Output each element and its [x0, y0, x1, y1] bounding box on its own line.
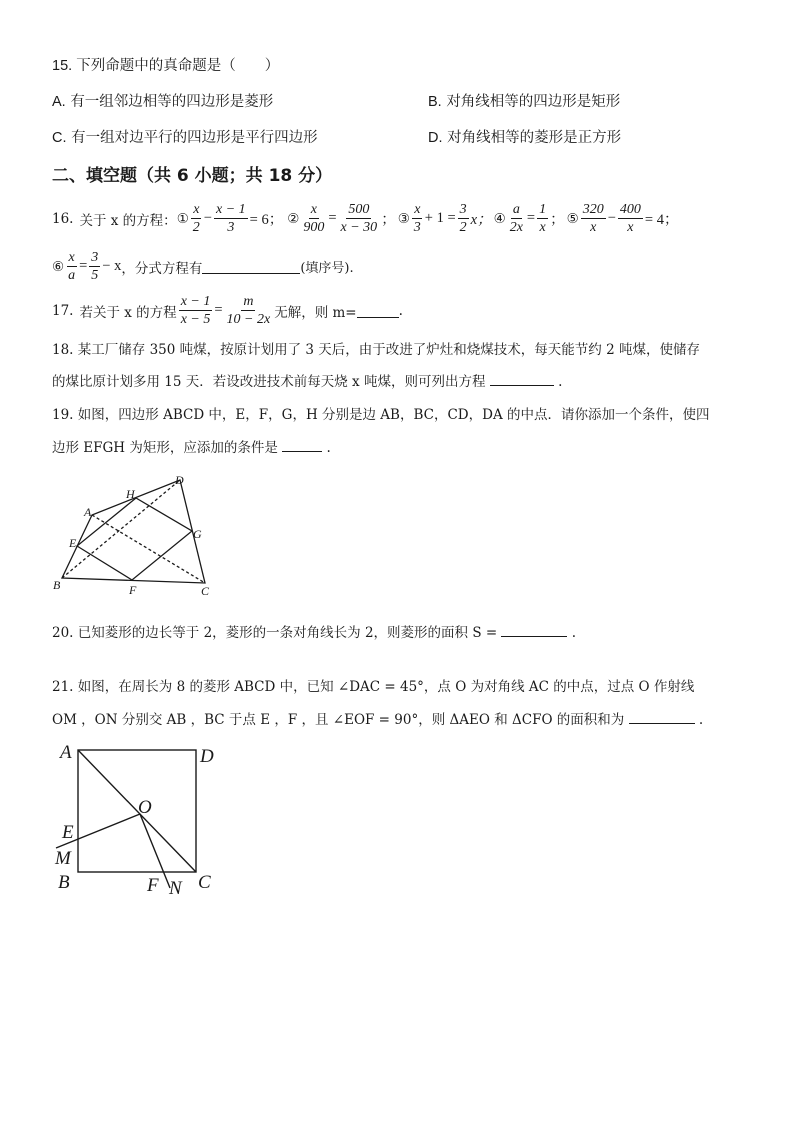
label-C: C	[201, 584, 210, 598]
label-A: A	[60, 742, 72, 763]
q16-line2	[52, 250, 354, 284]
q19-end: .	[326, 440, 331, 456]
eq3-frac1: $\frac{x}{3}$	[413, 202, 421, 236]
q16-answer-blank[interactable]	[202, 259, 300, 274]
label-M: M	[55, 848, 71, 869]
eq1-rhs: = 6；	[249, 212, 284, 229]
eq5-end: = 4；	[644, 212, 679, 229]
q21-square-figure	[50, 738, 230, 898]
q17-number: 17.	[52, 302, 74, 319]
eq4-equals: =	[526, 210, 536, 227]
label-N: N	[169, 878, 182, 898]
q21-answer-blank[interactable]	[629, 709, 695, 724]
q18-text2: 的煤比原计划多用 15 天．若设改进技术前每天烧 x 吨煤，则可列出方程	[52, 374, 486, 390]
eq6-frac2: $\frac{3}{5}$	[91, 250, 99, 284]
option-label: C.	[52, 130, 67, 146]
q16-intro: 关于 x 的方程：	[79, 212, 177, 229]
q16-line1	[52, 202, 678, 236]
q21-number: 21.	[52, 679, 74, 695]
diagonal-ac	[78, 750, 196, 872]
q17-pre: 若关于 x 的方程	[79, 304, 177, 321]
q20-text: 已知菱形的边长等于 2，菱形的一条对角线长为 2，则菱形的面积 S =	[77, 625, 498, 641]
q15-stem: 下列命题中的真命题是（ ）	[76, 58, 280, 74]
q16-number: 16.	[52, 210, 74, 227]
label-B: B	[58, 872, 70, 893]
q17-frac1: $\frac{x - 1}{x - 5}$	[180, 294, 211, 328]
q15-stem-row	[52, 54, 279, 75]
q21-line1	[52, 675, 694, 695]
eq5-frac1: $\frac{320}{x}$	[582, 202, 604, 236]
option-label: A.	[52, 94, 66, 110]
q17-frac2: $\frac{m}{10 - 2x}$	[226, 294, 271, 328]
q20-answer-blank[interactable]	[501, 622, 567, 637]
eq5-mark: ⑤	[566, 210, 579, 227]
option-label: D.	[428, 130, 443, 146]
eq5-minus: −	[607, 210, 616, 227]
q21-line2	[52, 708, 703, 728]
q18-answer-blank[interactable]	[490, 371, 554, 386]
eq1-frac2: $\frac{x - 1}{3}$	[215, 202, 246, 236]
eq2-mark: ②	[287, 210, 300, 227]
label-E: E	[69, 536, 77, 550]
q17-equals: =	[214, 302, 223, 319]
eq6-frac1: $\frac{x}{a}$	[68, 250, 76, 284]
q19-text2: 边形 EFGH 为矩形，应添加的条件是	[52, 440, 278, 456]
q17-post: 无解，则 m=	[274, 304, 357, 321]
q20-number: 20.	[52, 625, 74, 641]
eq2-equals: =	[328, 210, 337, 227]
eq6-end: − x	[102, 258, 122, 275]
q15-number: 15.	[52, 58, 73, 74]
q16-hint: (填序号).	[300, 261, 354, 277]
eq4-frac2: $\frac{1}{x}$	[539, 202, 547, 236]
option-label: B.	[428, 94, 442, 110]
q20-end: .	[571, 625, 577, 641]
q19-text1: 如图，四边形 ABCD 中，E，F，G，H 分别是边 AB，BC，CD，DA 的中点．请你添加一个条件，使四	[77, 407, 710, 423]
label-A: A	[84, 505, 92, 519]
label-F: F	[147, 875, 159, 896]
q21-end: .	[698, 712, 704, 728]
eq4-end: ；	[550, 212, 565, 229]
q18-text1: 某工厂储存 350 吨煤，按原计划用了 3 天后，由于改进了炉灶和烧煤技术，每天能节约 2 吨煤，使储存	[77, 342, 700, 358]
q19-number: 19.	[52, 407, 74, 423]
q21-text1: 如图，在周长为 8 的菱形 ABCD 中，已知 ∠DAC = 45°，点 O 为对角线 AC 的中点，过点 O 作射线	[77, 679, 695, 695]
option-text: 有一组对边平行的四边形是平行四边形	[71, 130, 318, 146]
eq3-mark: ③	[397, 210, 410, 227]
diagonal-ac	[92, 515, 205, 583]
q16-tail: ，分式方程有	[121, 260, 203, 277]
eq6-equals: =	[79, 258, 88, 275]
label-E: E	[62, 822, 74, 843]
label-D: D	[200, 746, 214, 767]
eq4-mark: ④	[493, 210, 506, 227]
label-B: B	[53, 578, 61, 592]
label-D: D	[175, 473, 184, 487]
eq5-frac2: $\frac{400}{x}$	[619, 202, 641, 236]
q18-end: .	[558, 374, 563, 390]
eq6-mark: ⑥	[52, 258, 65, 275]
label-G: G	[193, 527, 202, 541]
section-heading-fill-in: 二、填空题（共 6 小题；共 18 分）	[52, 166, 333, 186]
q18-line1	[52, 338, 700, 358]
q15-option-b	[428, 90, 620, 111]
label-H: H	[126, 487, 135, 501]
option-text: 对角线相等的四边形是矩形	[446, 94, 621, 110]
eq3-mid: + 1 =	[424, 210, 456, 227]
q19-line2	[52, 436, 331, 456]
q18-line2	[52, 370, 562, 390]
eq1-mark: ①	[176, 210, 189, 227]
q19-answer-blank[interactable]	[282, 437, 322, 452]
q15-option-a	[52, 90, 273, 111]
eq2-frac2: $\frac{500}{x - 30}$	[340, 202, 378, 236]
diagonal-bd	[62, 480, 180, 578]
option-text: 对角线相等的菱形是正方形	[447, 130, 622, 146]
eq2-end: ；	[381, 212, 396, 229]
q19-line1	[52, 403, 710, 423]
eq2-frac1: $\frac{x}{900}$	[303, 202, 325, 236]
label-O: O	[138, 797, 152, 818]
eq3-frac2: $\frac{3}{2}$	[459, 202, 467, 236]
label-F: F	[129, 583, 137, 597]
q20-line	[52, 621, 576, 641]
q18-number: 18.	[52, 342, 74, 358]
label-C: C	[198, 872, 211, 893]
quad-efgh-outline	[77, 498, 192, 580]
eq3-end: x；	[470, 212, 492, 229]
eq1-frac1: $\frac{x}{2}$	[192, 202, 200, 236]
q17-end: .	[398, 302, 403, 319]
q17-answer-blank[interactable]	[357, 303, 399, 318]
eq4-frac1: $\frac{a}{2x}$	[509, 202, 523, 236]
eq1-minus: −	[203, 210, 212, 227]
option-text: 有一组邻边相等的四边形是菱形	[70, 94, 274, 110]
q15-option-c	[52, 126, 318, 147]
q17-line	[52, 294, 403, 328]
q21-text2: OM ，ON 分别交 AB ，BC 于点 E ，F ，且 ∠EOF = 90°，则 ΔAEO 和 ΔCFO 的面积和为	[52, 712, 625, 728]
q15-option-d	[428, 126, 621, 147]
q19-quadrilateral-figure	[40, 468, 230, 603]
